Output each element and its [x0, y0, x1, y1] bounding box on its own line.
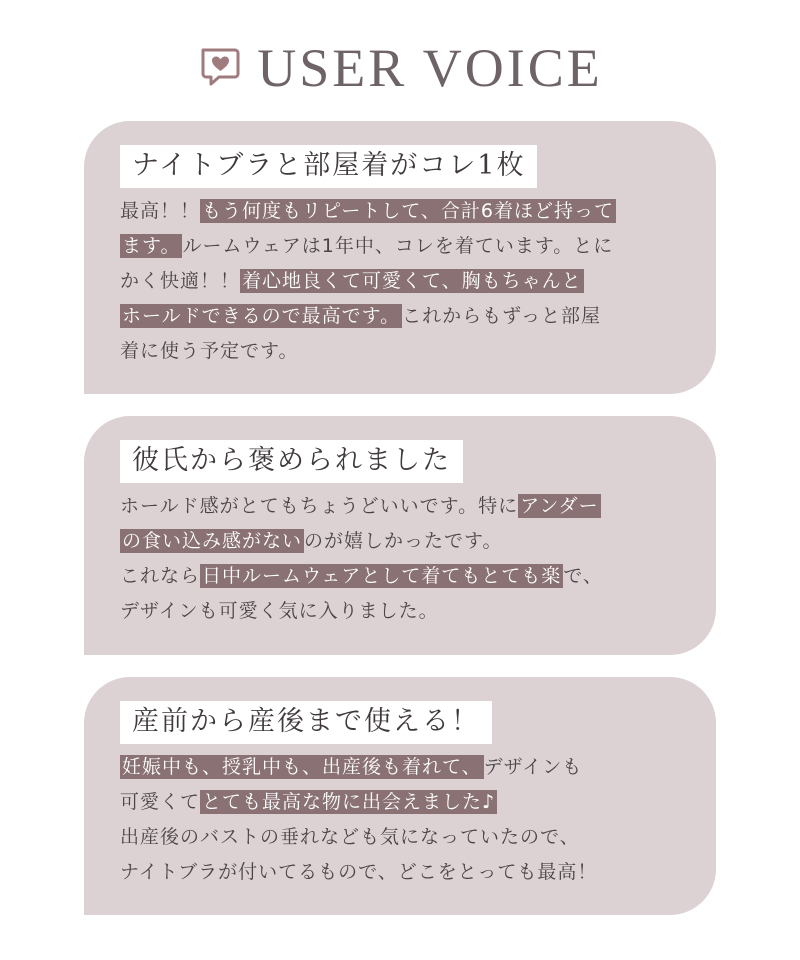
review-text: デザインも: [483, 756, 583, 778]
review-text: 可愛くて: [120, 791, 201, 813]
review-text: で、: [563, 565, 603, 587]
review-text: ルームウェアは1年中、コレを着ています。とに: [182, 235, 614, 257]
review-text: ナイトブラが付いてるもので、どこをとっても最高！: [120, 861, 598, 883]
review-title-box: [120, 440, 463, 483]
review-title: 彼氏から褒められました: [132, 445, 451, 476]
review-line: [120, 820, 690, 855]
highlighted-text: ホールドできるので最高です。: [122, 305, 401, 327]
review-card: [84, 416, 716, 655]
review-title: ナイトブラと部屋着がコレ1枚: [132, 150, 526, 181]
highlighted-text: の食い込み感がない: [122, 530, 303, 552]
chat-heart-icon: [197, 44, 241, 88]
review-text: これなら: [120, 565, 201, 587]
review-line: [120, 194, 690, 229]
highlighted-text: 妊娠中も、授乳中も、出産後も着れて、: [122, 756, 482, 778]
review-line: [120, 334, 690, 369]
review-line: [120, 750, 690, 785]
review-card: [84, 677, 716, 915]
review-line: [120, 559, 690, 594]
highlighted-text: とても最高な物に出会えました♪: [202, 791, 496, 813]
review-text: 着に使う予定です。: [120, 340, 299, 362]
review-body: [120, 750, 690, 890]
review-text: デザインも可愛く気に入りました。: [120, 600, 439, 622]
review-line: [120, 229, 690, 264]
review-text: 出産後のバストの垂れなども気になっていたので、: [120, 826, 580, 848]
review-line: [120, 855, 690, 890]
review-line: [120, 785, 690, 820]
highlighted-text: もう何度もリピートして、合計6着ほど持って: [202, 200, 614, 222]
review-text: ホールド感がとてもちょうどいいです。特に: [120, 495, 519, 517]
page-title: USER VOICE: [257, 38, 603, 98]
review-title: 産前から産後まで使える！: [132, 706, 480, 737]
review-line: [120, 299, 690, 334]
highlighted-text: アンダー: [520, 495, 599, 517]
review-title-box: [120, 701, 492, 744]
section-header: [0, 36, 800, 96]
review-text: これからもずっと部屋: [402, 305, 601, 327]
review-card: [84, 121, 716, 394]
highlighted-text: ます。: [122, 235, 181, 257]
review-line: [120, 264, 690, 299]
review-line: [120, 489, 690, 524]
highlighted-text: 日中ルームウェアとして着てもとても楽: [202, 565, 562, 587]
review-body: [120, 194, 690, 369]
review-text: かく快適！！: [120, 270, 241, 292]
review-body: [120, 489, 690, 629]
highlighted-text: 着心地良くて可愛くて、胸もちゃんと: [242, 270, 582, 292]
review-line: [120, 524, 690, 559]
review-text: のが嬉しかったです。: [304, 530, 503, 552]
review-text: 最高！！: [120, 200, 201, 222]
review-line: [120, 594, 690, 629]
review-title-box: [120, 145, 537, 188]
